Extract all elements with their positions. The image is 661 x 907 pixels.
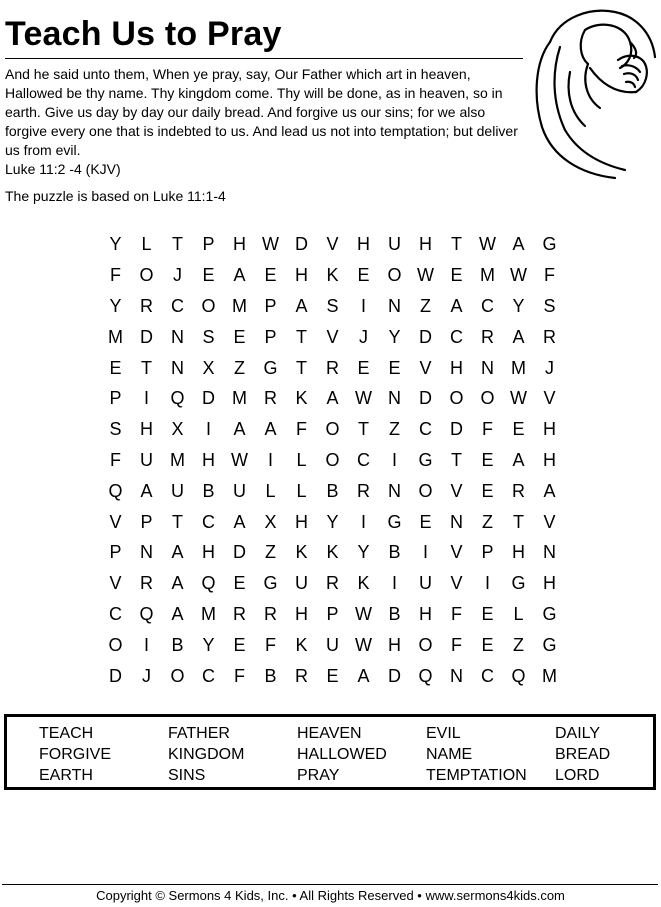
grid-letter: E: [233, 573, 246, 594]
grid-letter: Y: [357, 542, 370, 563]
grid-letter: U: [171, 480, 184, 501]
grid-letter: W: [262, 234, 279, 255]
grid-letter: K: [326, 542, 339, 563]
grid-letter: W: [510, 265, 527, 286]
grid-letter: R: [326, 357, 339, 378]
grid-letter: E: [326, 665, 339, 686]
grid-letter: T: [296, 357, 307, 378]
grid-letter: O: [325, 419, 340, 440]
grid-letter: V: [109, 511, 122, 532]
grid-letter: E: [233, 634, 246, 655]
grid-letter: A: [171, 573, 184, 594]
grid-letter: F: [451, 603, 462, 624]
grid-letter: I: [360, 295, 366, 316]
grid-letter: D: [233, 542, 246, 563]
grid-letter: B: [202, 480, 215, 501]
grid-letter: M: [480, 265, 495, 286]
grid-letter: A: [512, 326, 525, 347]
grid-letter: G: [263, 357, 278, 378]
grid-letter: N: [171, 326, 184, 347]
word-list-item: BREAD: [555, 746, 611, 763]
grid-letter: A: [233, 511, 246, 532]
grid-row: [100, 414, 565, 445]
grid-letter: V: [326, 326, 339, 347]
word-list-item: TEACH: [39, 725, 94, 742]
grid-letter: I: [422, 542, 428, 563]
grid-letter: M: [108, 326, 123, 347]
grid-letter: A: [171, 542, 184, 563]
grid-letter: E: [419, 511, 432, 532]
grid-letter: G: [387, 511, 402, 532]
grid-letter: S: [543, 295, 556, 316]
grid-letter: A: [326, 388, 339, 409]
grid-letter: T: [358, 419, 369, 440]
grid-letter: Z: [265, 542, 276, 563]
word-list-item: HEAVEN: [297, 725, 362, 742]
word-list-item: SINS: [168, 767, 206, 784]
grid-letter: O: [418, 634, 433, 655]
grid-letter: Q: [418, 665, 433, 686]
grid-letter: H: [543, 419, 556, 440]
grid-letter: D: [450, 419, 463, 440]
grid-letter: I: [360, 511, 366, 532]
grid-letter: A: [140, 480, 153, 501]
grid-letter: K: [295, 388, 308, 409]
grid-letter: A: [233, 265, 246, 286]
grid-letter: I: [205, 419, 211, 440]
page-title: Teach Us to Pray: [5, 15, 282, 53]
grid-letter: A: [512, 234, 525, 255]
grid-letter: Y: [109, 234, 122, 255]
grid-letter: R: [140, 295, 153, 316]
grid-letter: W: [231, 449, 248, 470]
grid-letter: H: [202, 449, 215, 470]
grid-letter: O: [201, 295, 216, 316]
grid-letter: U: [419, 573, 432, 594]
grid-letter: X: [171, 419, 184, 440]
word-list-item: FATHER: [168, 725, 230, 742]
grid-letter: I: [143, 388, 149, 409]
grid-letter: E: [357, 265, 370, 286]
grid-letter: U: [326, 634, 339, 655]
grid-letter: P: [140, 511, 153, 532]
grid-letter: X: [202, 357, 215, 378]
puzzle-note: The puzzle is based on Luke 11:1-4: [5, 188, 226, 204]
grid-letter: U: [295, 573, 308, 594]
grid-letter: X: [264, 511, 277, 532]
grid-letter: R: [543, 326, 556, 347]
grid-letter: T: [451, 449, 462, 470]
word-list-item: EARTH: [39, 767, 93, 784]
grid-letter: P: [109, 388, 122, 409]
grid-letter: Z: [234, 357, 245, 378]
grid-letter: T: [172, 511, 183, 532]
grid-letter: A: [233, 419, 246, 440]
grid-letter: W: [510, 388, 527, 409]
grid-letter: N: [450, 511, 463, 532]
grid-letter: A: [295, 295, 308, 316]
grid-letter: C: [109, 603, 122, 624]
grid-letter: I: [391, 449, 397, 470]
grid-letter: O: [108, 634, 123, 655]
grid-letter: L: [513, 603, 524, 624]
grid-letter: M: [542, 665, 557, 686]
word-list-item: KINGDOM: [168, 746, 245, 763]
grid-letter: L: [265, 480, 276, 501]
grid-letter: Y: [388, 326, 401, 347]
title-divider: [5, 58, 523, 59]
grid-letter: Z: [482, 511, 493, 532]
grid-row: [100, 229, 565, 260]
grid-letter: R: [512, 480, 525, 501]
footer-divider: [2, 884, 658, 885]
grid-letter: O: [325, 449, 340, 470]
grid-letter: K: [295, 542, 308, 563]
grid-letter: H: [543, 449, 556, 470]
grid-letter: I: [484, 573, 490, 594]
grid-letter: O: [449, 388, 464, 409]
grid-letter: H: [295, 265, 308, 286]
grid-letter: R: [264, 603, 277, 624]
grid-letter: E: [512, 419, 525, 440]
grid-letter: E: [481, 634, 494, 655]
grid-letter: C: [357, 449, 370, 470]
grid-row: [100, 660, 565, 691]
grid-letter: F: [451, 634, 462, 655]
grid-letter: N: [481, 357, 494, 378]
scripture-text: And he said unto them, When ye pray, say, Our Father which art in heaven, Hallowed be thy name. Thy kingdom come. Thy will be done, as in heaven, so in earth. Give us day by day our daily bread. And forgive us our sins; for we also forgive every one that is indebted to us. And lead us not into temptation; but deliver us from evil.: [5, 66, 518, 158]
word-bank: [4, 714, 656, 790]
grid-letter: M: [232, 295, 247, 316]
grid-letter: C: [481, 295, 494, 316]
grid-letter: N: [388, 480, 401, 501]
grid-letter: V: [326, 234, 339, 255]
word-list-item: EVIL: [426, 725, 461, 742]
grid-letter: I: [143, 634, 149, 655]
grid-letter: T: [296, 326, 307, 347]
grid-letter: W: [417, 265, 434, 286]
grid-letter: V: [450, 573, 463, 594]
grid-letter: G: [511, 573, 526, 594]
grid-letter: C: [202, 511, 215, 532]
grid-letter: M: [232, 388, 247, 409]
grid-letter: K: [357, 573, 370, 594]
grid-letter: B: [171, 634, 184, 655]
grid-letter: H: [140, 419, 153, 440]
grid-letter: Y: [512, 295, 525, 316]
grid-letter: A: [171, 603, 184, 624]
grid-letter: P: [326, 603, 339, 624]
grid-letter: O: [480, 388, 495, 409]
grid-letter: A: [450, 295, 463, 316]
grid-letter: V: [543, 511, 556, 532]
grid-letter: N: [543, 542, 556, 563]
grid-letter: G: [263, 573, 278, 594]
grid-row: [100, 629, 565, 660]
grid-letter: E: [450, 265, 463, 286]
grid-letter: Q: [170, 388, 185, 409]
grid-letter: H: [295, 511, 308, 532]
grid-letter: Q: [139, 603, 154, 624]
word-list-item: HALLOWED: [297, 746, 387, 763]
grid-letter: E: [481, 449, 494, 470]
grid-letter: U: [140, 449, 153, 470]
grid-letter: C: [419, 419, 432, 440]
grid-letter: W: [479, 234, 496, 255]
grid-letter: O: [170, 665, 185, 686]
grid-letter: U: [233, 480, 246, 501]
grid-row: [100, 599, 565, 630]
grid-letter: J: [142, 665, 151, 686]
grid-letter: O: [139, 265, 154, 286]
grid-letter: S: [202, 326, 215, 347]
grid-letter: B: [388, 603, 401, 624]
word-list-item: FORGIVE: [39, 746, 112, 763]
grid-letter: L: [296, 480, 307, 501]
grid-letter: T: [172, 234, 183, 255]
scripture-passage: [5, 65, 525, 179]
grid-letter: M: [201, 603, 216, 624]
grid-letter: Y: [202, 634, 215, 655]
grid-letter: E: [264, 265, 277, 286]
grid-letter: Q: [201, 573, 216, 594]
grid-letter: P: [202, 234, 215, 255]
grid-letter: E: [388, 357, 401, 378]
grid-letter: A: [512, 449, 525, 470]
grid-letter: H: [419, 603, 432, 624]
grid-letter: H: [388, 634, 401, 655]
grid-letter: D: [419, 388, 432, 409]
grid-letter: C: [202, 665, 215, 686]
grid-row: [100, 321, 565, 352]
grid-letter: H: [357, 234, 370, 255]
grid-letter: E: [357, 357, 370, 378]
grid-letter: F: [296, 419, 307, 440]
grid-letter: G: [418, 449, 433, 470]
grid-letter: P: [264, 326, 277, 347]
grid-letter: I: [391, 573, 397, 594]
grid-letter: V: [450, 542, 463, 563]
grid-letter: D: [140, 326, 153, 347]
grid-letter: R: [326, 573, 339, 594]
grid-letter: F: [265, 634, 276, 655]
word-list-item: DAILY: [555, 725, 601, 742]
word-list-item: TEMPTATION: [426, 767, 527, 784]
grid-letter: H: [512, 542, 525, 563]
word-list-item: NAME: [426, 746, 473, 763]
grid-letter: V: [109, 573, 122, 594]
word-list-item: LORD: [555, 767, 600, 784]
grid-letter: T: [513, 511, 524, 532]
grid-letter: D: [419, 326, 432, 347]
grid-letter: J: [173, 265, 182, 286]
grid-row: [100, 260, 565, 291]
grid-letter: B: [326, 480, 339, 501]
grid-letter: H: [295, 603, 308, 624]
grid-letter: R: [357, 480, 370, 501]
grid-letter: J: [545, 357, 554, 378]
grid-letter: R: [264, 388, 277, 409]
grid-letter: T: [451, 234, 462, 255]
grid-letter: H: [202, 542, 215, 563]
grid-letter: Z: [513, 634, 524, 655]
grid-letter: W: [355, 603, 372, 624]
grid-letter: H: [450, 357, 463, 378]
grid-letter: Q: [511, 665, 526, 686]
grid-letter: Z: [420, 295, 431, 316]
grid-letter: H: [543, 573, 556, 594]
copyright-footer: Copyright © Sermons 4 Kids, Inc. • All Rights Reserved • www.sermons4kids.com: [96, 888, 565, 903]
grid-letter: K: [295, 634, 308, 655]
grid-row: [100, 537, 565, 568]
grid-letter: M: [170, 449, 185, 470]
grid-letter: Y: [326, 511, 339, 532]
grid-letter: K: [326, 265, 339, 286]
grid-letter: C: [481, 665, 494, 686]
grid-letter: G: [542, 234, 557, 255]
grid-letter: D: [202, 388, 215, 409]
grid-letter: F: [482, 419, 493, 440]
grid-letter: W: [355, 388, 372, 409]
grid-letter: Y: [109, 295, 122, 316]
word-list: [39, 723, 639, 786]
grid-letter: E: [481, 480, 494, 501]
grid-letter: S: [326, 295, 339, 316]
grid-letter: U: [388, 234, 401, 255]
grid-letter: S: [109, 419, 122, 440]
grid-letter: P: [481, 542, 494, 563]
word-search-grid: [100, 229, 565, 691]
grid-letter: H: [233, 234, 246, 255]
grid-letter: L: [296, 449, 307, 470]
praying-figure-icon: [530, 2, 658, 180]
grid-row: [100, 291, 565, 322]
grid-letter: P: [264, 295, 277, 316]
grid-letter: T: [141, 357, 152, 378]
grid-letter: W: [355, 634, 372, 655]
grid-letter: C: [171, 295, 184, 316]
grid-letter: O: [418, 480, 433, 501]
grid-letter: V: [543, 388, 556, 409]
grid-letter: E: [481, 603, 494, 624]
grid-letter: N: [388, 295, 401, 316]
grid-letter: M: [511, 357, 526, 378]
grid-letter: E: [233, 326, 246, 347]
grid-letter: F: [234, 665, 245, 686]
grid-letter: C: [450, 326, 463, 347]
grid-letter: L: [141, 234, 152, 255]
grid-letter: Z: [389, 419, 400, 440]
grid-row: [100, 352, 565, 383]
grid-letter: J: [359, 326, 368, 347]
grid-letter: Q: [108, 480, 123, 501]
word-list-item: PRAY: [297, 767, 340, 784]
grid-letter: B: [388, 542, 401, 563]
grid-letter: A: [543, 480, 556, 501]
grid-letter: N: [450, 665, 463, 686]
grid-letter: R: [481, 326, 494, 347]
grid-row: [100, 506, 565, 537]
grid-letter: R: [140, 573, 153, 594]
grid-letter: V: [419, 357, 432, 378]
grid-letter: R: [295, 665, 308, 686]
grid-letter: N: [171, 357, 184, 378]
grid-letter: I: [267, 449, 273, 470]
grid-letter: D: [109, 665, 122, 686]
grid-letter: D: [295, 234, 308, 255]
grid-letter: G: [542, 634, 557, 655]
grid-letter: F: [544, 265, 555, 286]
grid-row: [100, 445, 565, 476]
grid-letter: R: [233, 603, 246, 624]
grid-letter: E: [202, 265, 215, 286]
grid-letter: H: [419, 234, 432, 255]
grid-letter: A: [264, 419, 277, 440]
grid-letter: D: [388, 665, 401, 686]
grid-letter: N: [140, 542, 153, 563]
grid-letter: B: [264, 665, 277, 686]
grid-row: [100, 475, 565, 506]
grid-letter: E: [109, 357, 122, 378]
grid-row: [100, 568, 565, 599]
grid-letter: F: [110, 449, 121, 470]
scripture-reference: Luke 11:2 -4 (KJV): [5, 161, 121, 177]
grid-letter: N: [388, 388, 401, 409]
grid-letter: P: [109, 542, 122, 563]
grid-letter: G: [542, 603, 557, 624]
grid-letter: V: [450, 480, 463, 501]
grid-letter: F: [110, 265, 121, 286]
grid-letter: A: [357, 665, 370, 686]
grid-row: [100, 383, 565, 414]
grid-letter: O: [387, 265, 402, 286]
